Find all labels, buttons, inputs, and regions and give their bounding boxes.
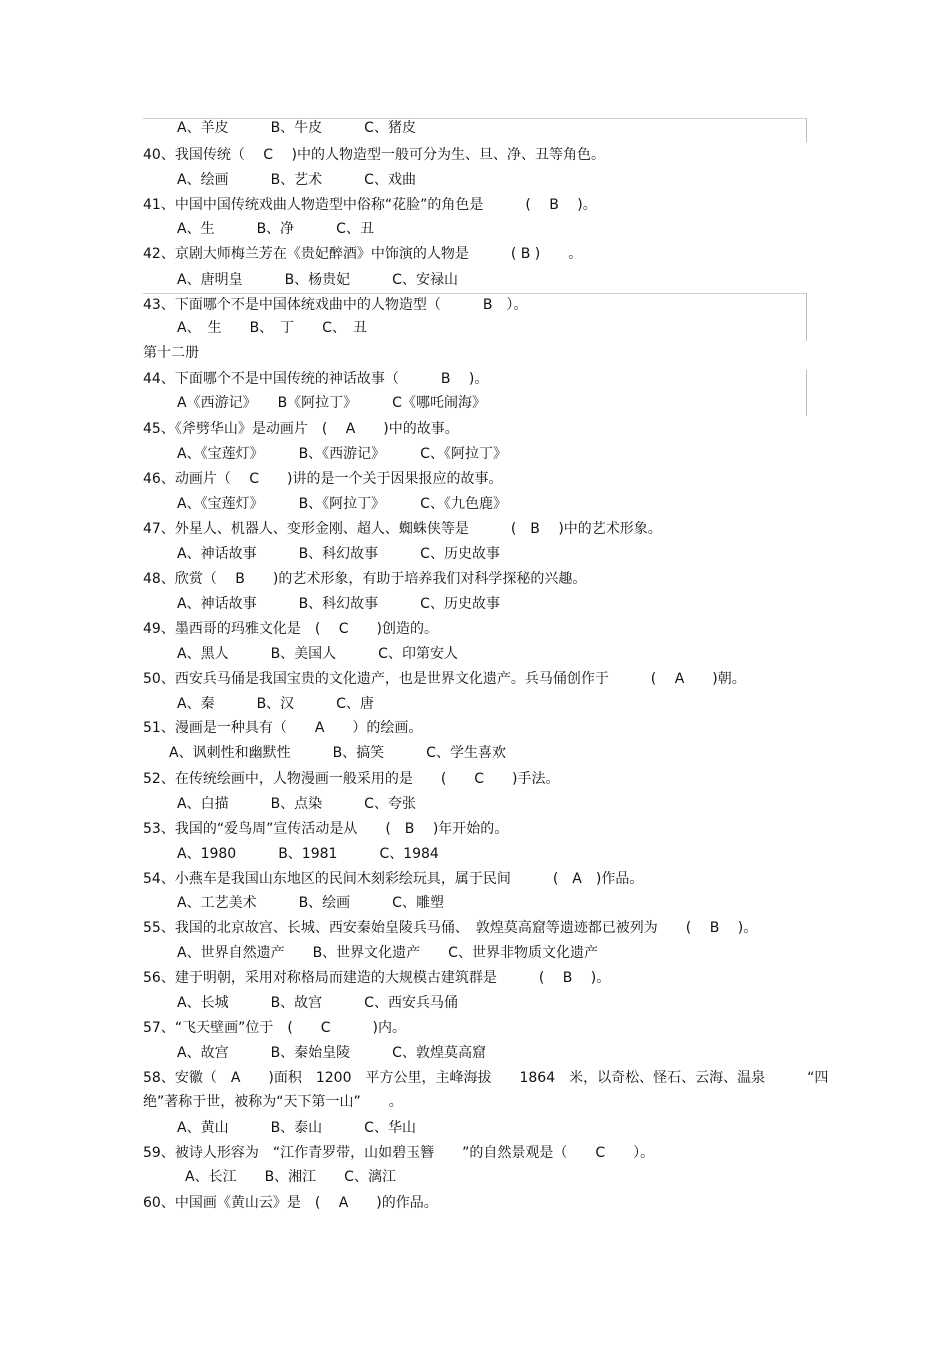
table-border-top [143, 293, 807, 294]
option-line: A、白描 B、点染 C、夸张 [177, 796, 416, 812]
option-line: A、1980 B、1981 C、1984 [177, 846, 439, 862]
option-line: A、《宝莲灯》 B、《西游记》 C、《阿拉丁》 [177, 446, 507, 462]
question-line: 54、小燕车是我国山东地区的民间木刻彩绘玩具，属于民间 ( A )作品。 [143, 871, 644, 887]
table-border-right [806, 370, 807, 416]
question-line: 57、“飞天壁画”位于 ( C )内。 [143, 1020, 407, 1036]
question-line: 52、在传统绘画中，人物漫画一般采用的是 ( C )手法。 [143, 771, 560, 787]
option-line: A《西游记》 B《阿拉丁》 C《哪吒闹海》 [177, 395, 486, 411]
question-line: 59、被诗人形容为 “江作青罗带，山如碧玉簪 ”的自然景观是（ C ）。 [143, 1145, 655, 1161]
question-line: 40、我国传统（ C )中的人物造型一般可分为生、旦、净、丑等角色。 [143, 147, 605, 163]
option-line: A、长江 B、湘江 C、漓江 [185, 1169, 396, 1185]
option-line: A、《宝莲灯》 B、《阿拉丁》 C、《九色鹿》 [177, 496, 507, 512]
question-line: 42、京剧大师梅兰芳在《贵妃醉酒》中饰演的人物是 ( B ) 。 [143, 246, 583, 262]
question-line: 58、安徽（ A )面积 1200 平方公里，主峰海拔 1864 米，以奇松、怪石、云海、温泉 “四 [143, 1070, 829, 1086]
option-line: A、长城 B、故宫 C、西安兵马俑 [177, 995, 458, 1011]
question-line: 50、西安兵马俑是我国宝贵的文化遗产，也是世界文化遗产。兵马俑创作于 ( A )朝。 [143, 671, 746, 687]
question-line: 43、下面哪个不是中国体统戏曲中的人物造型（ B ）。 [143, 297, 528, 313]
section-heading: 第十二册 [143, 345, 199, 361]
question-line: 41、中国中国传统戏曲人物造型中俗称“花脸”的角色是 ( B )。 [143, 197, 597, 213]
question-line-continued: 绝”著称于世，被称为“天下第一山” 。 [143, 1094, 403, 1110]
question-line: 49、墨西哥的玛雅文化是 ( C )创造的。 [143, 621, 438, 637]
question-line: 46、动画片（ C )讲的是一个关于因果报应的故事。 [143, 471, 503, 487]
question-line: 56、建于明朝，采用对称格局而建造的大规模古建筑群是 ( B )。 [143, 970, 611, 986]
option-line: A、工艺美术 B、绘画 C、雕塑 [177, 895, 444, 911]
option-line: A、黑人 B、美国人 C、印第安人 [177, 646, 458, 662]
question-line: 60、中国画《黄山云》是 ( A )的作品。 [143, 1195, 438, 1211]
question-line: 47、外星人、机器人、变形金刚、超人、蜘蛛侠等是 ( B )中的艺术形象。 [143, 521, 662, 537]
question-line: 48、欣赏（ B )的艺术形象，有助于培养我们对科学探秘的兴趣。 [143, 571, 587, 587]
question-line: 53、我国的“爱鸟周”宣传活动是从 ( B )年开始的。 [143, 821, 509, 837]
option-line: A、讽刺性和幽默性 B、搞笑 C、学生喜欢 [169, 745, 506, 761]
question-line: 45、《斧劈华山》是动画片 ( A )中的故事。 [143, 421, 459, 437]
option-line: A、世界自然遗产 B、世界文化遗产 C、世界非物质文化遗产 [177, 945, 598, 961]
option-line: A、唐明皇 B、杨贵妃 C、安禄山 [177, 272, 458, 288]
option-line: A、生 B、净 C、丑 [177, 221, 374, 237]
option-line: A、绘画 B、艺术 C、戏曲 [177, 172, 416, 188]
option-line: A、黄山 B、泰山 C、华山 [177, 1120, 416, 1136]
table-border-right [806, 293, 807, 341]
question-line: 44、下面哪个不是中国传统的神话故事（ B )。 [143, 371, 489, 387]
question-line: 55、我国的北京故宫、长城、西安秦始皇陵兵马俑、 敦煌莫高窟等遗迹都已被列为 ( B )。 [143, 920, 758, 936]
table-border-right [806, 118, 807, 142]
question-line: 51、漫画是一种具有（ A ）的绘画。 [143, 720, 423, 736]
option-line: A、神话故事 B、科幻故事 C、历史故事 [177, 546, 500, 562]
option-line: A、故宫 B、秦始皇陵 C、敦煌莫高窟 [177, 1045, 486, 1061]
option-line: A、秦 B、汉 C、唐 [177, 696, 374, 712]
option-line: A、神话故事 B、科幻故事 C、历史故事 [177, 596, 500, 612]
option-line: A、 生 B、 丁 C、 丑 [177, 320, 367, 336]
option-line: A、羊皮 B、牛皮 C、猪皮 [177, 120, 416, 136]
